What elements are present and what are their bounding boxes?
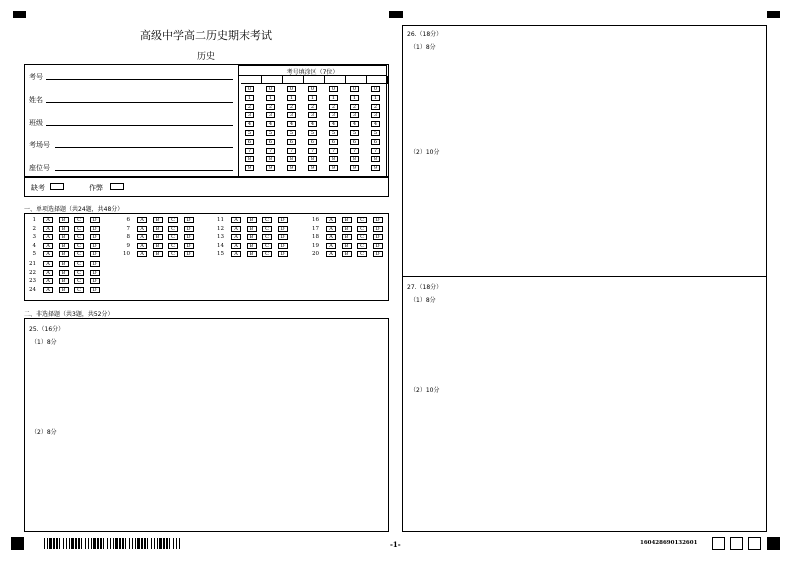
answer-bubble-c[interactable]: C [357,251,367,257]
answer-bubble-b[interactable]: B [342,234,352,240]
answer-bubble-c[interactable]: C [357,226,367,232]
answer-bubble-d[interactable]: D [90,243,100,249]
answer-bubble-c[interactable]: C [168,251,178,257]
answer-bubble-b[interactable]: B [153,251,163,257]
answer-bubble-c[interactable]: C [74,270,84,276]
id-digit-bubble[interactable]: 9 [308,165,317,171]
answer-bubble-c[interactable]: C [262,217,272,223]
answer-bubble-b[interactable]: B [247,251,257,257]
answer-bubble-d[interactable]: D [373,234,383,240]
id-grid-write-cell[interactable] [325,76,346,84]
answer-bubble-a[interactable]: A [137,251,147,257]
id-digit-bubble[interactable]: 7 [287,148,296,154]
answer-bubble-d[interactable]: D [373,251,383,257]
registration-mark-bottom-left [11,537,24,550]
q27-answer-box[interactable] [402,276,767,532]
answer-bubble-d[interactable]: D [373,243,383,249]
answer-bubble-d[interactable]: D [278,243,288,249]
barcode-bar [157,538,158,549]
info-field-label: 姓名 [29,96,43,104]
id-digit-bubble[interactable]: 1 [308,95,317,101]
answer-bubble-b[interactable]: B [247,226,257,232]
answer-bubble-a[interactable]: A [231,243,241,249]
question-number: 23 [29,278,36,284]
answer-bubble-a[interactable]: A [231,217,241,223]
info-field-label: 座位号 [29,164,50,172]
answer-bubble-b[interactable]: B [342,226,352,232]
sheet-code: 160428690132601 [640,540,698,546]
id-digit-bubble[interactable]: 5 [329,130,338,136]
answer-bubble-d[interactable]: D [373,217,383,223]
answer-bubble-b[interactable]: B [59,278,69,284]
absent-label: 缺考 [31,184,45,192]
q26-answer-box[interactable] [402,25,767,277]
answer-bubble-d[interactable]: D [278,234,288,240]
id-digit-bubble[interactable]: 9 [287,165,296,171]
answer-bubble-a[interactable]: A [43,270,53,276]
id-grid-write-cell[interactable] [241,76,262,84]
answer-bubble-b[interactable]: B [247,234,257,240]
answer-bubble-c[interactable]: C [74,226,84,232]
id-digit-bubble[interactable]: 4 [245,121,254,127]
answer-bubble-b[interactable]: B [342,243,352,249]
question-number: 1 [32,217,36,223]
answer-bubble-d[interactable]: D [278,217,288,223]
answer-bubble-a[interactable]: A [43,287,53,293]
registration-mark-top-right [767,11,780,18]
question-number: 19 [312,242,319,249]
id-digit-bubble[interactable]: 2 [287,104,296,110]
id-digit-bubble[interactable]: 1 [371,95,380,101]
id-digit-bubble[interactable]: 1 [329,95,338,101]
barcode-bar [179,538,180,549]
answer-bubble-d[interactable]: D [90,287,100,293]
id-digit-bubble[interactable]: 7 [308,148,317,154]
answer-bubble-d[interactable]: D [184,226,194,232]
id-digit-bubble[interactable]: 9 [329,165,338,171]
id-grid-write-cell[interactable] [346,76,367,84]
id-digit-bubble[interactable]: 5 [287,130,296,136]
id-digit-bubble[interactable]: 8 [350,156,359,162]
barcode-bar [147,538,148,549]
id-digit-bubble[interactable]: 6 [308,139,317,145]
answer-bubble-d[interactable]: D [184,243,194,249]
id-digit-bubble[interactable]: 7 [350,148,359,154]
answer-bubble-c[interactable]: C [168,217,178,223]
id-digit-bubble[interactable]: 8 [371,156,380,162]
barcode-bar [176,538,177,549]
question-number: 15 [217,251,224,257]
id-digit-bubble[interactable]: 3 [266,112,275,118]
id-digit-bubble[interactable]: 0 [350,86,359,92]
barcode-bar [129,538,130,549]
info-field-line[interactable] [55,147,233,148]
barcode-bar [125,538,126,549]
id-digit-bubble[interactable]: 9 [350,165,359,171]
answer-bubble-c[interactable]: C [74,251,84,257]
answer-bubble-a[interactable]: A [43,217,53,223]
id-digit-bubble[interactable]: 6 [371,139,380,145]
question-number: 7 [126,225,130,232]
id-digit-bubble[interactable]: 1 [287,95,296,101]
answer-bubble-a[interactable]: A [326,234,336,240]
question-number: 17 [312,225,319,232]
answer-bubble-a[interactable]: A [231,226,241,232]
answer-bubble-b[interactable]: B [59,234,69,240]
id-digit-bubble[interactable]: 2 [308,104,317,110]
barcode-bar [66,538,67,549]
id-digit-bubble[interactable]: 3 [329,112,338,118]
q27-part1: （1）8分 [410,297,436,304]
answer-bubble-d[interactable]: D [373,226,383,232]
answer-bubble-a[interactable]: A [137,243,147,249]
id-digit-bubble[interactable]: 1 [350,95,359,101]
answer-bubble-b[interactable]: B [153,217,163,223]
id-digit-bubble[interactable]: 5 [371,130,380,136]
id-digit-bubble[interactable]: 6 [245,139,254,145]
id-digit-bubble[interactable]: 4 [329,121,338,127]
id-grid-write-cell[interactable] [262,76,283,84]
id-digit-bubble[interactable]: 6 [329,139,338,145]
barcode-bar [122,538,124,549]
status-box [24,177,389,197]
id-digit-bubble[interactable]: 2 [266,104,275,110]
info-field-line[interactable] [46,79,233,80]
footer-box-2 [730,537,743,550]
answer-bubble-d[interactable]: D [184,251,194,257]
id-digit-bubble[interactable]: 9 [371,165,380,171]
id-digit-bubble[interactable]: 4 [371,121,380,127]
registration-mark-bottom-right [767,537,780,550]
barcode-bar [81,538,82,549]
barcode-bar [163,538,165,549]
answer-bubble-c[interactable]: C [74,217,84,223]
question-number: 21 [29,261,36,267]
id-digit-bubble[interactable]: 6 [287,139,296,145]
id-digit-bubble[interactable]: 5 [350,130,359,136]
id-digit-bubble[interactable]: 0 [308,86,317,92]
question-number: 4 [32,242,36,249]
id-digit-bubble[interactable]: 4 [308,121,317,127]
id-digit-bubble[interactable]: 5 [245,130,254,136]
id-digit-bubble[interactable]: 2 [350,104,359,110]
question-number: 2 [32,225,36,232]
answer-bubble-a[interactable]: A [326,251,336,257]
section2-heading: 二、非选择题（共3题，共52分） [24,311,114,318]
id-digit-bubble[interactable]: 4 [287,121,296,127]
answer-bubble-c[interactable]: C [262,251,272,257]
answer-bubble-d[interactable]: D [184,217,194,223]
info-field-label: 考号 [29,73,43,81]
answer-bubble-a[interactable]: A [43,251,53,257]
answer-bubble-b[interactable]: B [153,226,163,232]
question-number: 16 [312,217,319,223]
barcode-bar [49,538,52,549]
info-field-line[interactable] [55,170,233,171]
id-digit-bubble[interactable]: 3 [245,112,254,118]
barcode-bar [113,538,114,549]
answer-bubble-b[interactable]: B [59,217,69,223]
q27-title: 27.（18分） [407,284,443,291]
barcode-bar [69,538,70,549]
barcode-bar [100,538,102,549]
id-digit-bubble[interactable]: 3 [350,112,359,118]
question-number: 3 [32,234,36,240]
answer-bubble-c[interactable]: C [357,234,367,240]
question-number: 6 [126,217,130,223]
answer-bubble-d[interactable]: D [90,270,100,276]
barcode-bar [97,538,99,549]
id-digit-bubble[interactable]: 0 [266,86,275,92]
barcode-bar [141,538,143,549]
answer-bubble-c[interactable]: C [74,261,84,267]
answer-bubble-c[interactable]: C [74,278,84,284]
id-digit-bubble[interactable]: 7 [329,148,338,154]
id-digit-bubble[interactable]: 5 [266,130,275,136]
id-digit-bubble[interactable]: 3 [308,112,317,118]
question-number: 22 [29,269,36,276]
answer-bubble-c[interactable]: C [357,243,367,249]
id-digit-bubble[interactable]: 1 [245,95,254,101]
id-digit-bubble[interactable]: 6 [350,139,359,145]
id-digit-bubble[interactable]: 8 [266,156,275,162]
barcode-bar [173,538,174,549]
answer-bubble-a[interactable]: A [43,261,53,267]
answer-bubble-d[interactable]: D [90,226,100,232]
barcode-bar [93,538,96,549]
answer-bubble-c[interactable]: C [262,243,272,249]
answer-bubble-b[interactable]: B [342,251,352,257]
id-digit-bubble[interactable]: 1 [266,95,275,101]
question-number: 5 [32,251,36,257]
barcode [44,538,180,549]
q26-title: 26.（18分） [407,31,443,38]
barcode-bar [135,538,136,549]
info-field-label: 考场号 [29,141,50,149]
id-grid-write-cell[interactable] [304,76,325,84]
id-digit-bubble[interactable]: 0 [287,86,296,92]
barcode-bar [56,538,58,549]
id-digit-bubble[interactable]: 2 [329,104,338,110]
id-grid-header: 考号填涂区（7位） [286,69,339,76]
answer-bubble-c[interactable]: C [262,234,272,240]
id-digit-bubble[interactable]: 2 [371,104,380,110]
question-number: 24 [29,286,36,293]
barcode-bar [88,538,89,549]
answer-bubble-d[interactable]: D [90,234,100,240]
answer-bubble-b[interactable]: B [59,261,69,267]
id-digit-bubble[interactable]: 0 [329,86,338,92]
answer-bubble-d[interactable]: D [90,217,100,223]
exam-title: 高级中学高二历史期末考试 [140,29,272,42]
answer-bubble-a[interactable]: A [137,226,147,232]
barcode-bar [103,538,104,549]
answer-bubble-b[interactable]: B [59,251,69,257]
question-number: 12 [217,225,224,232]
question-number: 13 [217,234,224,240]
id-digit-bubble[interactable]: 7 [266,148,275,154]
cheat-checkbox[interactable] [110,183,124,190]
answer-bubble-a[interactable]: A [231,234,241,240]
id-digit-bubble[interactable]: 8 [308,156,317,162]
barcode-bar [119,538,121,549]
answer-bubble-a[interactable]: A [137,234,147,240]
id-digit-bubble[interactable]: 7 [371,148,380,154]
id-digit-bubble[interactable]: 8 [287,156,296,162]
answer-bubble-d[interactable]: D [184,234,194,240]
barcode-bar [110,538,111,549]
question-number: 9 [126,242,130,249]
answer-bubble-d[interactable]: D [90,251,100,257]
id-digit-bubble[interactable]: 7 [245,148,254,154]
answer-bubble-a[interactable]: A [43,243,53,249]
answer-bubble-a[interactable]: A [231,251,241,257]
barcode-bar [91,538,92,549]
barcode-bar [169,538,170,549]
id-digit-bubble[interactable]: 3 [287,112,296,118]
q26-part2: （2）10分 [410,149,440,156]
answer-bubble-c[interactable]: C [357,217,367,223]
answer-bubble-c[interactable]: C [262,226,272,232]
answer-bubble-a[interactable]: A [43,278,53,284]
answer-bubble-d[interactable]: D [278,226,288,232]
id-digit-bubble[interactable]: 0 [371,86,380,92]
answer-bubble-b[interactable]: B [59,243,69,249]
exam-subject: 历史 [196,52,215,62]
answer-bubble-b[interactable]: B [153,234,163,240]
barcode-bar [154,538,155,549]
question-number: 18 [312,234,319,240]
footer-box-1 [712,537,725,550]
info-field-line[interactable] [46,102,233,103]
registration-mark-top-center [389,11,403,18]
q26-part1: （1）8分 [410,44,436,51]
barcode-bar [47,538,48,549]
q25-title: 25.（16分） [29,326,65,333]
question-number: 8 [126,234,130,240]
page-number: -1- [390,540,401,549]
answer-bubble-a[interactable]: A [326,243,336,249]
barcode-bar [159,538,162,549]
barcode-bar [59,538,60,549]
question-number: 20 [312,251,319,257]
answer-bubble-b[interactable]: B [59,270,69,276]
q25-answer-box[interactable] [24,318,389,532]
id-digit-bubble[interactable]: 4 [266,121,275,127]
barcode-bar [115,538,118,549]
q27-part2: （2）10分 [410,387,440,394]
id-digit-bubble[interactable]: 8 [245,156,254,162]
barcode-bar [78,538,80,549]
barcode-bar [53,538,55,549]
answer-bubble-b[interactable]: B [59,226,69,232]
answer-bubble-c[interactable]: C [74,234,84,240]
cheat-label: 作弊 [89,184,103,192]
id-digit-bubble[interactable]: 6 [266,139,275,145]
barcode-bar [44,538,45,549]
answer-bubble-b[interactable]: B [342,217,352,223]
barcode-bar [107,538,108,549]
q25-part2: （2）8分 [31,429,57,436]
barcode-bar [75,538,77,549]
barcode-bar [71,538,74,549]
question-number: 10 [123,251,130,257]
footer-box-3 [748,537,761,550]
id-digit-bubble[interactable]: 3 [371,112,380,118]
answer-bubble-c[interactable]: C [74,243,84,249]
barcode-bar [85,538,86,549]
barcode-bar [137,538,140,549]
id-digit-bubble[interactable]: 0 [245,86,254,92]
question-number: 11 [217,217,224,223]
answer-bubble-c[interactable]: C [74,287,84,293]
answer-bubble-a[interactable]: A [137,217,147,223]
info-field-label: 班级 [29,119,43,127]
registration-mark-top-left [13,11,26,18]
answer-bubble-d[interactable]: D [90,261,100,267]
absent-checkbox[interactable] [50,183,64,190]
id-digit-bubble[interactable]: 9 [245,165,254,171]
answer-bubble-c[interactable]: C [168,234,178,240]
q25-part1: （1）8分 [31,339,57,346]
id-digit-bubble[interactable]: 9 [266,165,275,171]
answer-bubble-d[interactable]: D [278,251,288,257]
answer-bubble-b[interactable]: B [59,287,69,293]
question-number: 14 [217,242,224,249]
answer-bubble-b[interactable]: B [247,243,257,249]
barcode-bar [151,538,152,549]
section1-heading: 一、单项选择题（共24题，共48分） [24,206,124,213]
answer-bubble-a[interactable]: A [43,234,53,240]
id-digit-bubble[interactable]: 4 [350,121,359,127]
id-digit-bubble[interactable]: 5 [308,130,317,136]
answer-bubble-a[interactable]: A [326,226,336,232]
id-grid-write-cell[interactable] [367,76,388,84]
answer-bubble-d[interactable]: D [90,278,100,284]
barcode-bar [132,538,133,549]
answer-bubble-a[interactable]: A [43,226,53,232]
answer-bubble-b[interactable]: B [247,217,257,223]
id-digit-bubble[interactable]: 8 [329,156,338,162]
id-digit-bubble[interactable]: 2 [245,104,254,110]
barcode-bar [144,538,146,549]
answer-bubble-c[interactable]: C [168,226,178,232]
answer-bubble-a[interactable]: A [326,217,336,223]
barcode-bar [166,538,168,549]
answer-bubble-b[interactable]: B [153,243,163,249]
id-grid-write-cell[interactable] [283,76,304,84]
barcode-bar [63,538,64,549]
info-field-line[interactable] [46,125,233,126]
answer-bubble-c[interactable]: C [168,243,178,249]
